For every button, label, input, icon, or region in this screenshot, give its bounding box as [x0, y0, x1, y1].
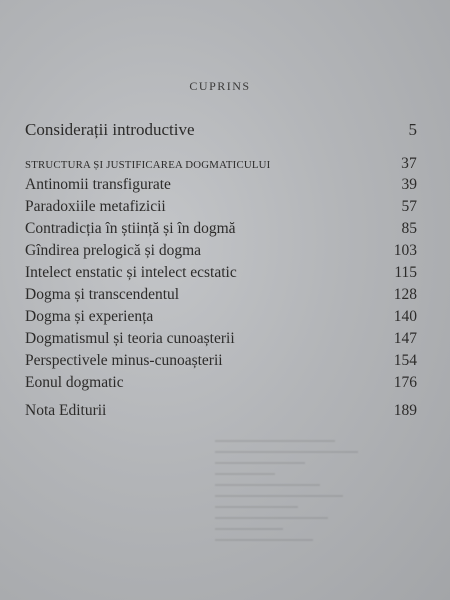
toc-entry-page: 147 — [393, 330, 417, 347]
toc-entry-page: 128 — [393, 286, 417, 303]
toc-entry — [25, 330, 417, 348]
toc-entry-title: Nota Editurii — [25, 402, 107, 419]
toc-entry-title: Intelect enstatic și intelect ecstatic — [25, 264, 237, 281]
toc-entry-page: 140 — [393, 308, 417, 325]
toc-entry-page: 37 — [401, 155, 417, 172]
toc-entry-title: STRUCTURA ȘI JUSTIFICAREA DOGMATICULUI — [25, 159, 271, 171]
toc-entry-title: Dogma și transcendentul — [25, 286, 180, 303]
toc-entry — [25, 374, 417, 392]
toc-entry-title: Perspectivele minus-cunoașterii — [25, 352, 223, 369]
toc-entry-title: Dogma și experiența — [25, 308, 154, 325]
toc-entry — [25, 121, 417, 139]
toc-entry-page: 176 — [393, 374, 417, 391]
toc-entry — [25, 402, 417, 420]
toc-entry-title: Contradicția în știință și în dogmă — [25, 220, 236, 237]
toc-entry-page: 189 — [393, 402, 417, 419]
toc-entry-page: 5 — [408, 120, 417, 139]
toc-entry-page: 103 — [393, 242, 417, 259]
toc-entry — [25, 286, 417, 304]
toc-entry — [25, 220, 417, 238]
toc-entry-page: 115 — [394, 264, 417, 281]
toc-entry-title: Gîndirea prelogică și dogma — [25, 242, 202, 259]
toc-entry-page: 57 — [401, 198, 417, 215]
toc-entry-title: Eonul dogmatic — [25, 374, 124, 391]
toc-entry-page: 39 — [401, 176, 417, 193]
toc-heading: CUPRINS — [189, 79, 251, 93]
toc-entry — [25, 176, 417, 194]
toc-entry-title: Antinomii transfigurate — [25, 176, 171, 193]
toc-entry-title: Paradoxiile metafizicii — [25, 198, 166, 215]
toc-entry — [25, 264, 417, 282]
toc-entry — [25, 198, 417, 216]
toc-entry-page: 85 — [401, 220, 417, 237]
toc-entry-title: Dogmatismul și teoria cunoașterii — [25, 330, 235, 347]
toc-entry-page: 154 — [393, 352, 417, 369]
toc-entry — [25, 242, 417, 260]
toc-section-entry — [25, 155, 417, 174]
toc-entry — [25, 308, 417, 326]
toc-entry — [25, 352, 417, 370]
show-through-text — [215, 440, 365, 580]
toc-entry-title: Considerații introductive — [25, 120, 195, 139]
